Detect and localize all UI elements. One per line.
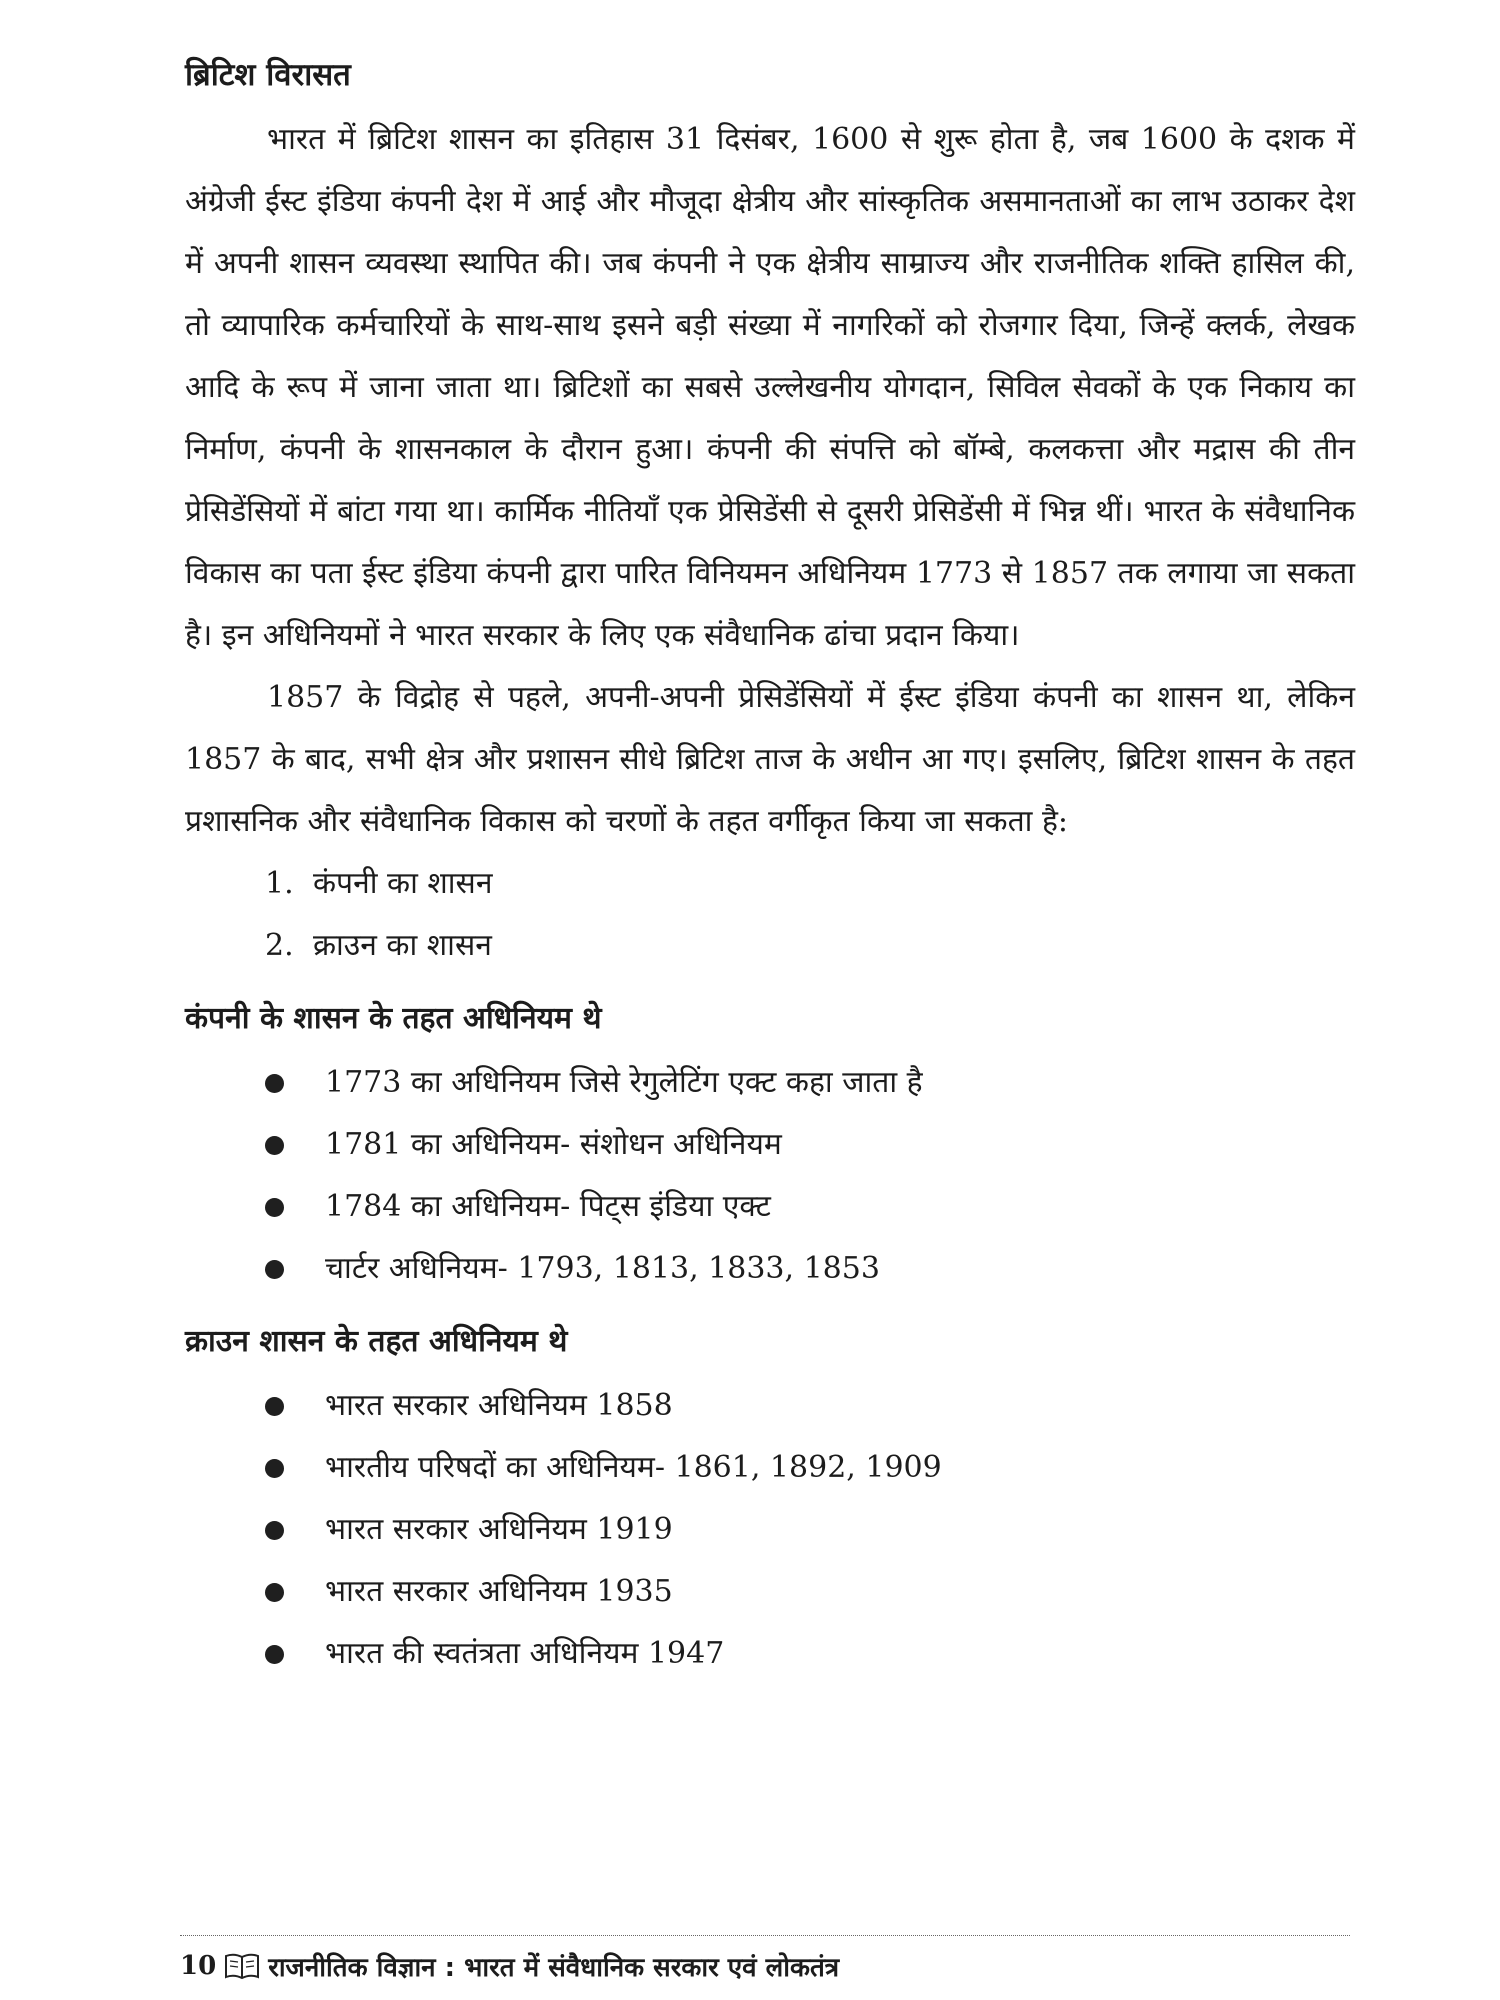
list-item: [265, 1375, 1355, 1437]
list-item: [265, 1437, 1355, 1499]
open-book-icon: [224, 1951, 260, 1981]
bullet-icon: [265, 1198, 284, 1217]
list-item: [265, 1114, 1355, 1176]
bullet-icon: [265, 1136, 284, 1155]
list-item: [265, 1623, 1355, 1685]
crown-acts-list: [185, 1375, 1355, 1685]
list-item-label: 1784 का अधिनियम- पिट्स इंडिया एक्ट: [325, 1189, 771, 1225]
bullet-icon: [265, 1645, 284, 1664]
bullet-icon: [265, 1397, 284, 1416]
bullet-icon: [265, 1260, 284, 1279]
list-item-label: क्राउन का शासन: [313, 928, 492, 964]
bullet-icon: [265, 1521, 284, 1540]
list-item-label: भारत सरकार अधिनियम 1935: [325, 1574, 673, 1610]
list-item-label: भारत की स्वतंत्रता अधिनियम 1947: [325, 1636, 725, 1672]
paragraph-phases-intro: 1857 के विद्रोह से पहले, अपनी-अपनी प्रेसिडेंसियों में ईस्ट इंडिया कंपनी का शासन था, लेकिन 1857 के बाद, सभी क्षेत्र और प्रशासन सीधे ब्रिटिश ताज के अधीन आ गए। इसलिए, ब्रिटिश शासन के तहत प्रशासनिक और संवैधानिक विकास को चरणों के तहत वर्गीकृत किया जा सकता है:: [185, 680, 1355, 840]
list-item-label: चार्टर अधिनियम- 1793, 1813, 1833, 1853: [325, 1251, 880, 1287]
list-item-label: भारतीय परिषदों का अधिनियम- 1861, 1892, 1909: [325, 1450, 942, 1486]
list-item-label: 1781 का अधिनियम- संशोधन अधिनियम: [325, 1127, 782, 1163]
section-title: ब्रिटिश विरासत: [185, 57, 351, 93]
list-item-label: कंपनी का शासन: [313, 866, 493, 902]
crown-acts-heading: क्राउन शासन के तहत अधिनियम थे: [185, 1324, 568, 1360]
company-acts-heading: कंपनी के शासन के तहत अधिनियम थे: [185, 1001, 602, 1037]
book-title: राजनीतिक विज्ञान : भारत में संवैधानिक सरकार एवं लोकतंत्र: [268, 1953, 840, 1983]
list-item: [265, 1238, 1355, 1300]
list-item: [265, 853, 1355, 915]
company-acts-list: [185, 1052, 1355, 1300]
list-item-label: 1773 का अधिनियम जिसे रेगुलेटिंग एक्ट कहा जाता है: [325, 1065, 923, 1101]
list-item-label: भारत सरकार अधिनियम 1919: [325, 1512, 673, 1548]
page-content: [185, 55, 1355, 1685]
list-item: [265, 915, 1355, 977]
list-item: [265, 1499, 1355, 1561]
list-item: [265, 1052, 1355, 1114]
bullet-icon: [265, 1583, 284, 1602]
list-item: [265, 1176, 1355, 1238]
phases-list: [185, 853, 1355, 977]
paragraph-british-rule-history: भारत में ब्रिटिश शासन का इतिहास 31 दिसंबर, 1600 से शुरू होता है, जब 1600 के दशक में अंग्रेजी ईस्ट इंडिया कंपनी देश में आई और मौजूदा क्षेत्रीय और सांस्कृतिक असमानताओं का लाभ उठाकर देश में अपनी शासन व्यवस्था स्थापित की। जब कंपनी ने एक क्षेत्रीय साम्राज्य और राजनीतिक शक्ति हासिल की, तो व्यापारिक कर्मचारियों के साथ-साथ इसने बड़ी संख्या में नागरिकों को रोजगार दिया, जिन्हें क्लर्क, लेखक आदि के रूप में जाना जाता था। ब्रिटिशों का सबसे उल्लेखनीय योगदान, सिविल सेवकों के एक निकाय का निर्माण, कंपनी के शासनकाल के दौरान हुआ। कंपनी की संपत्ति को बॉम्बे, कलकत्ता और मद्रास की तीन प्रेसिडेंसियों में बांटा गया था। कार्मिक नीतियाँ एक प्रेसिडेंसी से दूसरी प्रेसिडेंसी में भिन्न थीं। भारत के संवैधानिक विकास का पता ईस्ट इंडिया कंपनी द्वारा पारित विनियमन अधिनियम 1773 से 1857 तक लगाया जा सकता है। इन अधिनियमों ने भारत सरकार के लिए एक संवैधानिक ढांचा प्रदान किया।: [185, 122, 1355, 654]
bullet-icon: [265, 1459, 284, 1478]
list-number: 2.: [265, 928, 294, 964]
list-item-label: भारत सरकार अधिनियम 1858: [325, 1388, 673, 1424]
list-item: [265, 1561, 1355, 1623]
list-number: 1.: [265, 866, 294, 902]
page-footer: [180, 1935, 1350, 1984]
bullet-icon: [265, 1074, 284, 1093]
page-number: 10: [180, 1951, 217, 1981]
